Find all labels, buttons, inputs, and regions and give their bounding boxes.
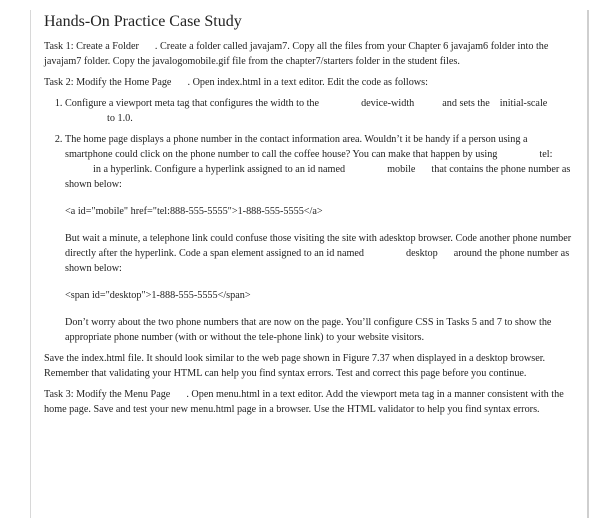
task-1-paragraph xyxy=(44,39,574,69)
task-2-step-2 xyxy=(65,132,574,345)
task-3-text: . Open menu.html in a text editor. Add the viewport meta tag in a manner consistent with the home page. Save and test your new menu.html page in a browser. Use the HTML validator to help you find syntax errors. xyxy=(44,389,564,415)
step-2-desktop-note: But wait a minute, a telephone link could confuse those visiting the site with adesktop browser. Code another phone number directly after the hyperlink. Code a span element assigned to an id named desktop around the phone number as shown below: xyxy=(65,233,572,274)
page-border-right xyxy=(587,10,589,518)
task-3-paragraph xyxy=(44,387,574,417)
task-2-steps xyxy=(44,96,574,345)
mobile-term: mobile xyxy=(387,164,416,175)
page-title: Hands-On Practice Case Study xyxy=(44,13,242,30)
code-sample-desktop: <span id="desktop">1-888-555-5555</span> xyxy=(65,290,251,301)
tel-term: tel: xyxy=(539,149,553,160)
device-width-term: device-width xyxy=(361,98,415,109)
task-2-step-1: 1. Configure a viewport meta tag that configures the width to the device-width and sets the initial-scaleto 1.0. xyxy=(65,96,574,126)
code-sample-mobile: <a id="mobile" href="tel:888-555-5555">1-888-555-5555</a> xyxy=(65,206,323,217)
step-2-intro: 2. The home page displays a phone number in the contact information area. Wouldn’t it be handy if a person using a smartphone could click on the phone number to call the coffee house? You can make that happen by using tel:in a hyperlink. Configure a hyperlink assigned to an id named mobile that contains the phone number as shown below: xyxy=(65,134,571,190)
save-paragraph: Save the index.html file. It should look similar to the web page shown in Figure 7.37 when displayed in a desktop browser. Remember that validating your HTML can help you find syntax errors. Test and correct this page before you continue. xyxy=(44,353,546,379)
task-2-paragraph xyxy=(44,75,574,90)
page-border-left xyxy=(30,10,31,518)
task-2-text: . Open index.html in a text editor. Edit the code as follows: xyxy=(187,77,428,88)
initial-scale-term: initial-scale xyxy=(499,98,548,109)
desktop-term: desktop xyxy=(406,248,438,259)
task-2-heading: Task 2: Modify the Home Page xyxy=(44,77,172,88)
step-2-css-note: Don’t worry about the two phone numbers that are now on the page. You’ll configure CSS in Tasks 5 and 7 to show the appropriate phone number (with or without the tele-phone link) to your website visitors. xyxy=(65,317,552,343)
task-1-heading: Task 1: Create a Folder xyxy=(44,41,139,52)
task-3-heading: Task 3: Modify the Menu Page xyxy=(44,389,171,400)
document-page xyxy=(44,12,574,423)
task-1-text: . Create a folder called javajam7. Copy all the files from your Chapter 6 javajam6 folder into the javajam7 folder. Copy the javalogomobile.gif file from the chapter7/starters folder in the student files. xyxy=(44,41,549,67)
